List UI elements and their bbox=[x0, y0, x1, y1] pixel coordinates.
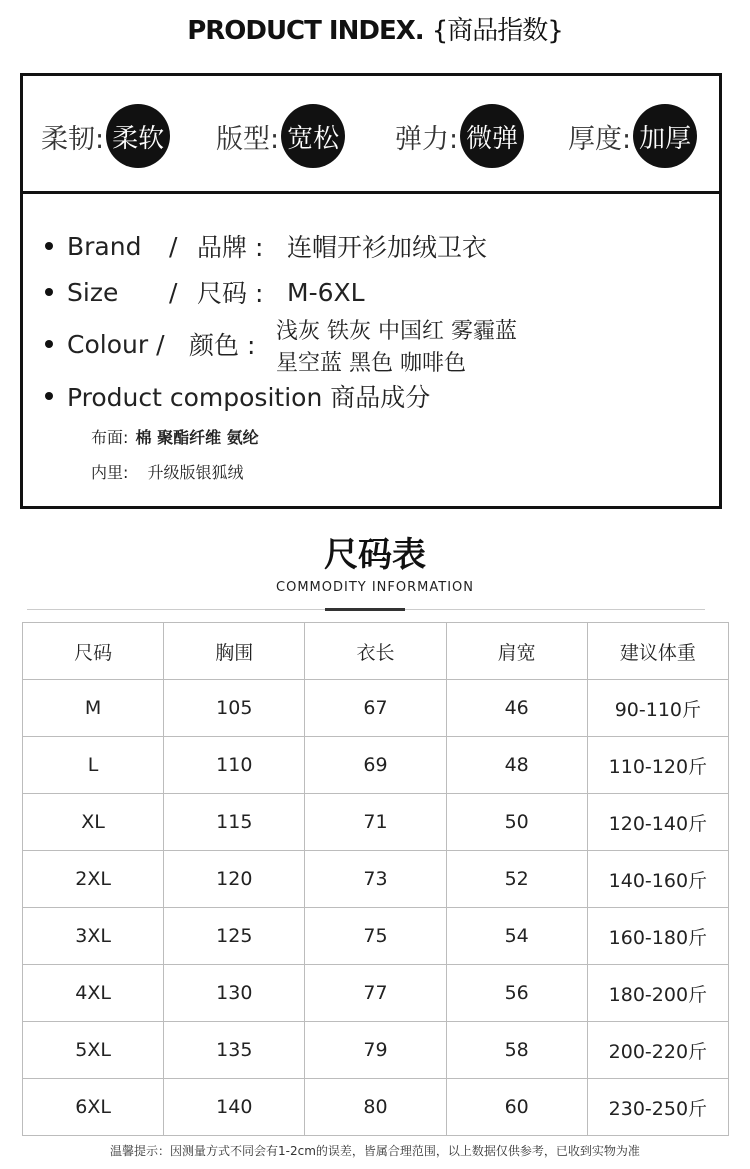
colour-label-en: Colour / bbox=[67, 329, 165, 359]
table-cell: 67 bbox=[305, 680, 446, 737]
table-cell: 110-120斤 bbox=[587, 737, 728, 794]
table-cell: 58 bbox=[446, 1022, 587, 1079]
table-row bbox=[23, 965, 729, 1022]
bullet-icon bbox=[45, 242, 53, 250]
attribute-label: 厚度: bbox=[568, 123, 632, 155]
attribute-fit bbox=[216, 104, 345, 168]
composition-line bbox=[45, 378, 430, 414]
title-en: PRODUCT INDEX. bbox=[187, 16, 424, 46]
table-cell: 56 bbox=[446, 965, 587, 1022]
table-cell: 140-160斤 bbox=[587, 851, 728, 908]
table-cell: 52 bbox=[446, 851, 587, 908]
table-cell: 75 bbox=[305, 908, 446, 965]
footnote: 温馨提示：因测量方式不同会有1-2cm的误差，皆属合理范围，以上数据仅供参考，已收到实物为准 bbox=[110, 1144, 640, 1158]
header-shoulder: 肩宽 bbox=[446, 623, 587, 680]
table-cell: 77 bbox=[305, 965, 446, 1022]
table-cell: 5XL bbox=[23, 1022, 164, 1079]
attribute-value-badge: 宽松 bbox=[281, 104, 345, 168]
table-cell: 125 bbox=[164, 908, 305, 965]
table-cell: 69 bbox=[305, 737, 446, 794]
table-cell: 2XL bbox=[23, 851, 164, 908]
colour-values-line1: 浅灰 铁灰 中国红 雾霾蓝 bbox=[276, 319, 517, 344]
table-cell: 110 bbox=[164, 737, 305, 794]
table-cell: 140 bbox=[164, 1079, 305, 1136]
table-row bbox=[23, 851, 729, 908]
table-row bbox=[23, 1079, 729, 1136]
table-cell: 230-250斤 bbox=[587, 1079, 728, 1136]
product-index-box bbox=[20, 73, 722, 509]
table-row bbox=[23, 908, 729, 965]
colour-label-cn: 颜色 : bbox=[189, 331, 256, 360]
table-cell: 120 bbox=[164, 851, 305, 908]
table-row bbox=[23, 737, 729, 794]
colour-line bbox=[45, 326, 277, 362]
table-cell: 60 bbox=[446, 1079, 587, 1136]
table-row bbox=[23, 1022, 729, 1079]
table-row bbox=[23, 794, 729, 851]
table-cell: 4XL bbox=[23, 965, 164, 1022]
header-length: 衣长 bbox=[305, 623, 446, 680]
table-cell: 80 bbox=[305, 1079, 446, 1136]
table-cell: 135 bbox=[164, 1022, 305, 1079]
table-header-row bbox=[23, 623, 729, 680]
table-cell: 46 bbox=[446, 680, 587, 737]
size-chart-title: 尺码表 bbox=[324, 535, 426, 575]
header-weight: 建议体重 bbox=[587, 623, 728, 680]
attribute-value-badge: 微弹 bbox=[460, 104, 524, 168]
table-cell: 105 bbox=[164, 680, 305, 737]
page-title bbox=[0, 10, 750, 47]
composition-label: Product composition 商品成分 bbox=[67, 383, 431, 412]
attribute-value-badge: 柔软 bbox=[106, 104, 170, 168]
size-label-en: Size bbox=[67, 277, 119, 307]
table-cell: M bbox=[23, 680, 164, 737]
size-separator: / bbox=[169, 277, 178, 307]
table-cell: 48 bbox=[446, 737, 587, 794]
size-chart-subtitle: COMMODITY INFORMATION bbox=[276, 580, 474, 595]
attribute-label: 柔韧: bbox=[41, 123, 105, 155]
table-cell: 79 bbox=[305, 1022, 446, 1079]
divider-accent bbox=[325, 608, 405, 611]
table-cell: 115 bbox=[164, 794, 305, 851]
attribute-elasticity bbox=[395, 104, 524, 168]
table-cell: 73 bbox=[305, 851, 446, 908]
bullet-icon bbox=[45, 288, 53, 296]
size-label-cn: 尺码 : bbox=[197, 279, 264, 308]
table-cell: L bbox=[23, 737, 164, 794]
table-cell: XL bbox=[23, 794, 164, 851]
table-cell: 130 bbox=[164, 965, 305, 1022]
table-cell: 3XL bbox=[23, 908, 164, 965]
fabric-value: 棉 聚酯纤维 氨纶 bbox=[135, 428, 259, 447]
bullet-icon bbox=[45, 392, 53, 400]
attribute-row bbox=[23, 76, 719, 194]
table-row bbox=[23, 680, 729, 737]
attribute-label: 版型: bbox=[216, 123, 280, 155]
brand-value: 连帽开衫加绒卫衣 bbox=[287, 233, 488, 262]
table-cell: 50 bbox=[446, 794, 587, 851]
header-size: 尺码 bbox=[23, 623, 164, 680]
table-cell: 90-110斤 bbox=[587, 680, 728, 737]
brand-label-en: Brand bbox=[67, 231, 142, 261]
table-cell: 180-200斤 bbox=[587, 965, 728, 1022]
attribute-label: 弹力: bbox=[395, 123, 459, 155]
title-cn: {商品指数} bbox=[431, 16, 563, 46]
table-cell: 120-140斤 bbox=[587, 794, 728, 851]
bullet-icon bbox=[45, 340, 53, 348]
table-cell: 54 bbox=[446, 908, 587, 965]
attribute-thickness bbox=[568, 104, 697, 168]
brand-line bbox=[45, 228, 487, 264]
fabric-line bbox=[91, 425, 259, 448]
colour-values-line2: 星空蓝 黑色 咖啡色 bbox=[276, 351, 466, 376]
attribute-softness bbox=[41, 104, 170, 168]
table-cell: 160-180斤 bbox=[587, 908, 728, 965]
table-cell: 71 bbox=[305, 794, 446, 851]
lining-value: 升级版银狐绒 bbox=[147, 463, 244, 482]
size-line bbox=[45, 274, 365, 310]
table-cell: 200-220斤 bbox=[587, 1022, 728, 1079]
table-cell: 6XL bbox=[23, 1079, 164, 1136]
attribute-value-badge: 加厚 bbox=[633, 104, 697, 168]
lining-line bbox=[91, 460, 244, 483]
brand-separator: / bbox=[169, 231, 178, 261]
header-chest: 胸围 bbox=[164, 623, 305, 680]
fabric-label: 布面: bbox=[91, 428, 129, 447]
size-table bbox=[22, 622, 729, 1136]
brand-label-cn: 品牌 : bbox=[197, 233, 264, 262]
size-value: M-6XL bbox=[287, 277, 365, 307]
lining-label: 内里: bbox=[91, 463, 129, 482]
